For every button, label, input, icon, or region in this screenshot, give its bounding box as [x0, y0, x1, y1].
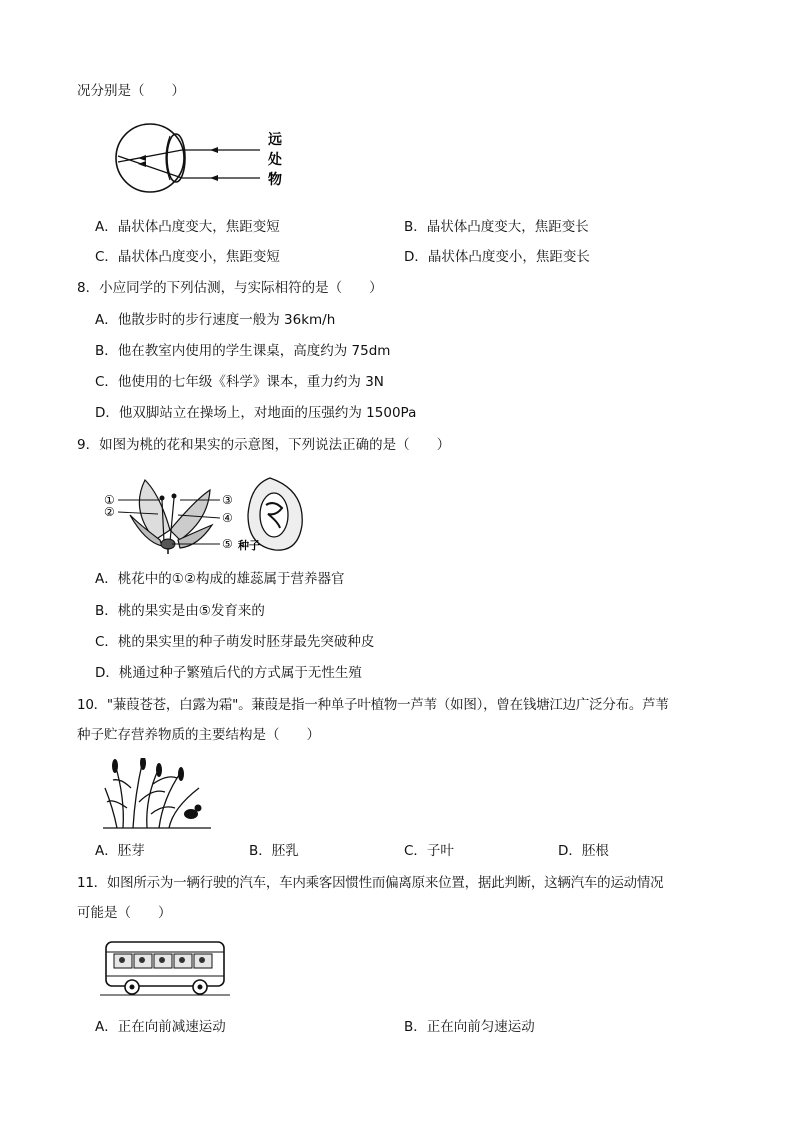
q11-stem-line2: 可能是（ ）: [77, 905, 172, 921]
fruit-label-seed: 种子: [238, 539, 260, 552]
eye-label-3: 物: [268, 172, 282, 188]
reed-illustration: [103, 758, 211, 830]
bus-illustration: [100, 938, 230, 1000]
q10-stem-line1: 10．"蒹葭苍苍，白露为霜"。蒹葭是指一种单子叶植物一芦苇（如图），曾在钱塘江边广泛分布。芦苇: [77, 697, 669, 713]
eye-label-2: 处: [268, 152, 282, 168]
q8-option-d: D．他双脚站立在操场上，对地面的压强约为 1500Pa: [95, 405, 417, 421]
flower-label-2: ②: [104, 505, 115, 519]
q8-option-a: A．他散步时的步行速度一般为 36km/h: [95, 312, 336, 328]
q9-stem: 9．如图为桃的花和果实的示意图，下列说法正确的是（ ）: [77, 437, 451, 453]
q9-option-b: B．桃的果实是由⑤发育来的: [95, 603, 265, 619]
q11-option-a: A．正在向前减速运动: [95, 1019, 226, 1035]
eye-diagram: [110, 118, 300, 198]
q7-option-b: B．晶状体凸度变大，焦距变长: [404, 219, 589, 235]
q9-option-d: D．桃通过种子繁殖后代的方式属于无性生殖: [95, 665, 362, 681]
peach-flower-fruit-diagram: [100, 470, 315, 555]
q9-option-a: A．桃花中的①②构成的雄蕊属于营养器官: [95, 571, 345, 587]
q7-stem-tail: 况分别是（ ）: [77, 83, 185, 99]
q9-option-c: C．桃的果实里的种子萌发时胚芽最先突破种皮: [95, 634, 375, 650]
q10-stem-line2: 种子贮存营养物质的主要结构是（ ）: [77, 727, 320, 743]
q10-option-c: C．子叶: [404, 843, 454, 859]
q7-option-a: A．晶状体凸度变大，焦距变短: [95, 219, 280, 235]
flower-label-3: ③: [222, 493, 233, 507]
flower-label-5: ⑤: [222, 537, 233, 551]
q8-option-b: B．他在教室内使用的学生课桌，高度约为 75dm: [95, 343, 391, 359]
q10-option-a: A．胚芽: [95, 843, 145, 859]
q8-option-c: C．他使用的七年级《科学》课本，重力约为 3N: [95, 374, 384, 390]
q8-stem: 8．小应同学的下列估测，与实际相符的是（ ）: [77, 280, 383, 296]
flower-label-4: ④: [222, 511, 233, 525]
q11-option-b: B．正在向前匀速运动: [404, 1019, 535, 1035]
flower-label-1: ①: [104, 493, 115, 507]
q7-option-c: C．晶状体凸度变小，焦距变短: [95, 249, 280, 265]
q10-option-d: D．胚根: [558, 843, 609, 859]
q10-option-b: B．胚乳: [249, 843, 299, 859]
q7-option-d: D．晶状体凸度变小，焦距变长: [404, 249, 590, 265]
q11-stem-line1: 11．如图所示为一辆行驶的汽车，车内乘客因惯性而偏离原来位置，据此判断，这辆汽车的运动情况: [77, 875, 664, 891]
eye-label-1: 远: [268, 132, 282, 148]
